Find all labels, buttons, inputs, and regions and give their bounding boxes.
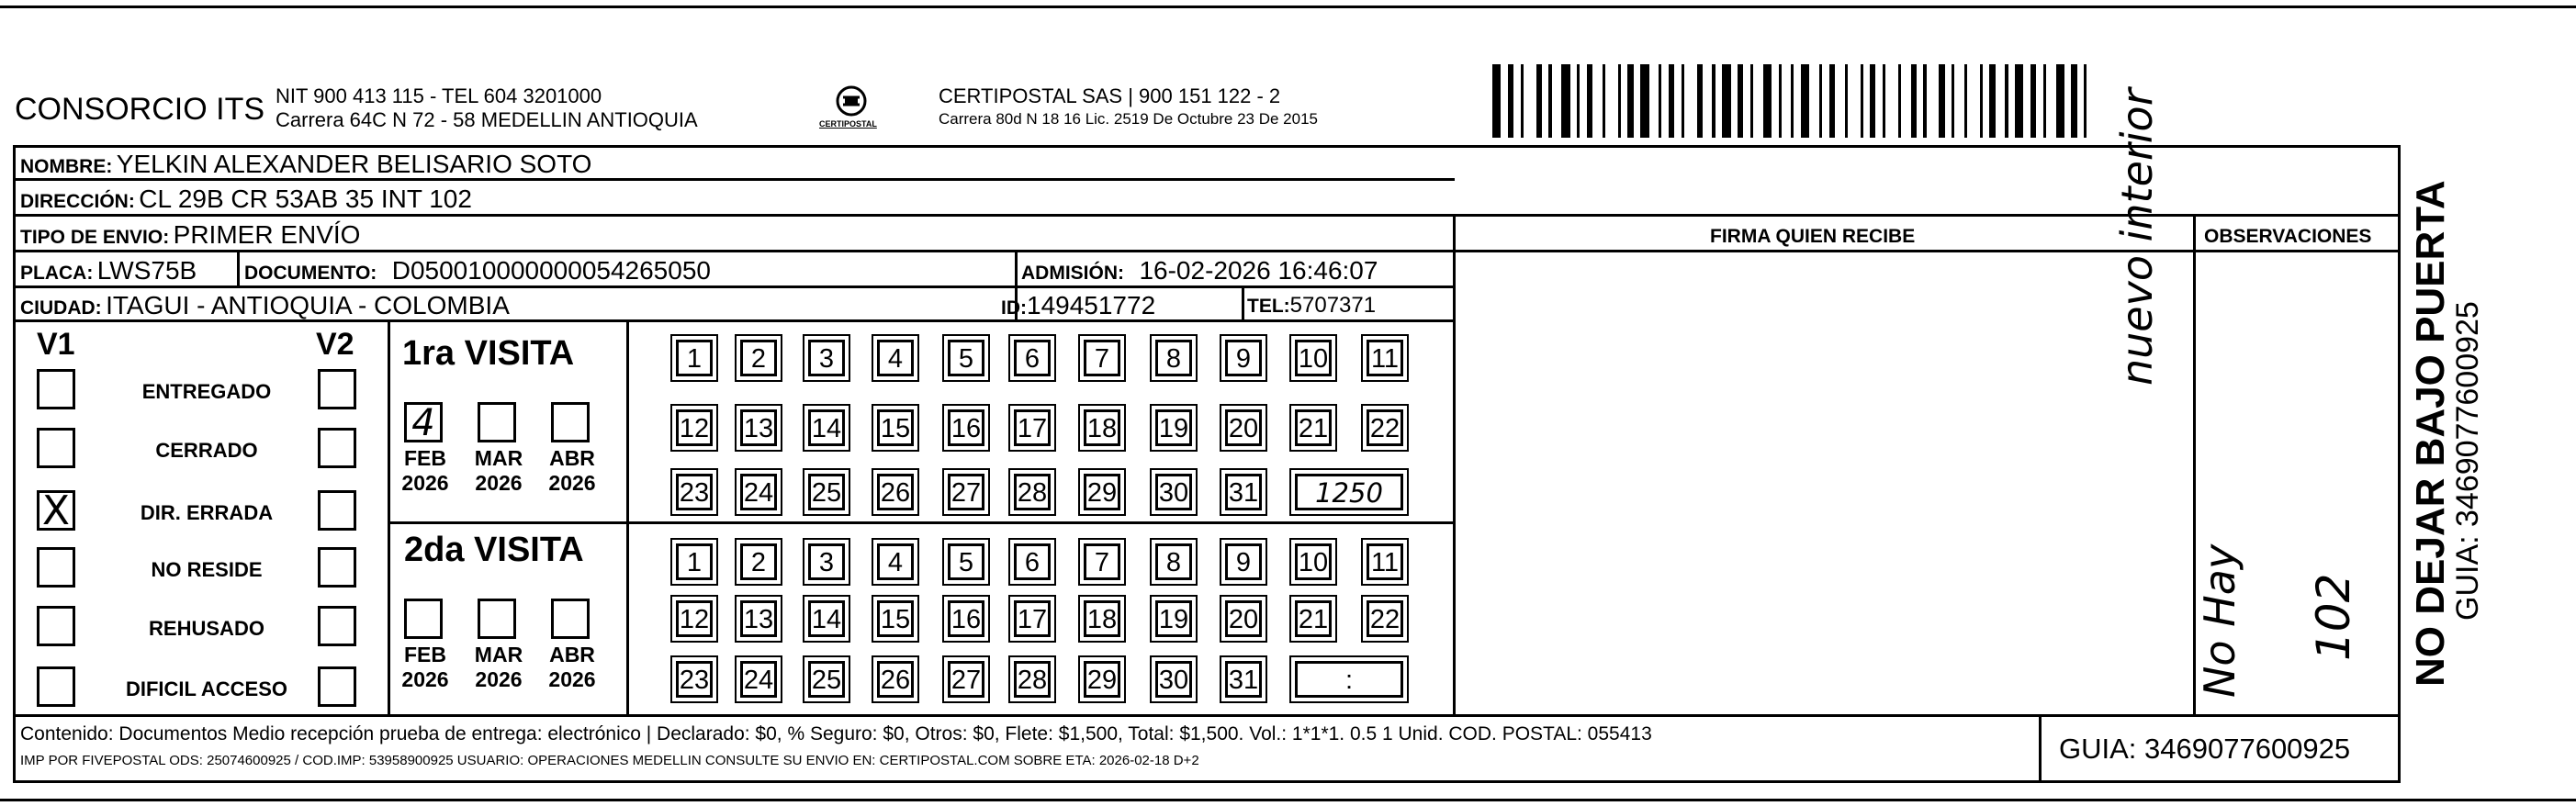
barcode-bar xyxy=(1903,64,1908,138)
barcode-bar xyxy=(1521,64,1524,138)
day-box[interactable]: 19 xyxy=(1155,409,1192,446)
day-box[interactable]: 7 xyxy=(1084,543,1120,580)
day-box[interactable]: 6 xyxy=(1014,543,1051,580)
barcode-bar xyxy=(2030,64,2036,138)
documento-value: D050010000000054265050 xyxy=(391,256,711,285)
v1-checkbox[interactable] xyxy=(37,547,75,588)
second-visit-title: 2da VISITA xyxy=(404,531,584,569)
barcode-bar xyxy=(1952,64,1954,138)
time-box[interactable]: : xyxy=(1295,661,1403,698)
tipo-row: TIPO DE ENVIO: PRIMER ENVÍO xyxy=(20,220,361,249)
month-checkbox[interactable]: 4 xyxy=(404,402,443,442)
first-visit-title: 1ra VISITA xyxy=(402,334,575,373)
v1-checkbox[interactable] xyxy=(37,369,75,409)
day-box[interactable]: 24 xyxy=(740,474,777,510)
day-box[interactable]: 23 xyxy=(676,474,713,510)
day-box[interactable]: 3 xyxy=(808,543,845,580)
barcode-bar xyxy=(1676,64,1679,138)
barcode-bar xyxy=(2038,64,2041,138)
footer-contenido: Contenido: Documentos Medio recepción prueba de entrega: electrónico | Declarado: $0, % Seguro: $0, Otros: $0, Flete: $1,500, Total: $1,500. Vol.: 1*1*1. 0.5 1 Unid. COD. POSTAL: 055413 xyxy=(20,723,1652,744)
barcode-bar xyxy=(1947,64,1950,138)
day-box[interactable]: 17 xyxy=(1014,409,1051,446)
v2-checkbox[interactable] xyxy=(318,606,356,646)
barcode-bar xyxy=(1883,64,1885,138)
barcode-bar xyxy=(2048,64,2053,138)
v2-checkbox[interactable] xyxy=(318,428,356,468)
month-label: FEB 2026 xyxy=(401,446,449,495)
day-box[interactable]: 26 xyxy=(877,474,914,510)
barcode-bar xyxy=(1829,64,1835,138)
barcode-bar xyxy=(1682,64,1684,138)
day-box[interactable]: 20 xyxy=(1225,600,1262,637)
day-box[interactable]: 11 xyxy=(1367,543,1403,580)
barcode-bar xyxy=(1659,64,1661,138)
barcode-bar xyxy=(2043,64,2046,138)
barcode-bar xyxy=(1898,64,1901,138)
barcode-bar xyxy=(1989,64,1995,138)
obs-handwriting-2: No Hay xyxy=(2195,543,2244,698)
day-box[interactable]: 12 xyxy=(676,600,713,637)
barcode-bar xyxy=(1594,64,1600,138)
barcode-bar xyxy=(2026,64,2029,138)
day-box[interactable]: 14 xyxy=(808,600,845,637)
tipo-value: PRIMER ENVÍO xyxy=(173,220,361,249)
day-box[interactable]: 9 xyxy=(1225,340,1262,376)
day-box[interactable]: 8 xyxy=(1155,340,1192,376)
barcode-bar xyxy=(1783,64,1789,138)
day-box[interactable]: 27 xyxy=(948,661,984,698)
barcode-bar xyxy=(1861,64,1863,138)
day-box[interactable]: 25 xyxy=(808,474,845,510)
day-box[interactable]: 5 xyxy=(948,340,984,376)
day-box[interactable]: 6 xyxy=(1014,340,1051,376)
barcode-bar xyxy=(1985,64,1987,138)
barcode-bar xyxy=(1796,64,1799,138)
barcode-bar xyxy=(1581,64,1584,138)
barcode-bar xyxy=(1939,64,1944,138)
day-box[interactable]: 4 xyxy=(877,543,914,580)
obs-handwriting: nuevo interior xyxy=(2112,88,2162,386)
v2-checkbox[interactable] xyxy=(318,369,356,409)
day-box[interactable]: 21 xyxy=(1295,409,1332,446)
v1-header: V1 xyxy=(37,327,75,362)
barcode-bar xyxy=(1773,64,1776,138)
form-table xyxy=(13,145,2401,783)
barcode-bar xyxy=(1964,64,1967,138)
barcode-bar xyxy=(2079,64,2082,138)
barcode-bar xyxy=(1755,64,1760,138)
barcode-bar xyxy=(1548,64,1551,138)
month-checkbox[interactable] xyxy=(551,402,590,442)
day-box[interactable]: 14 xyxy=(808,409,845,446)
month-label: MAR 2026 xyxy=(474,446,523,495)
barcode-bar xyxy=(1525,64,1534,138)
nit-line: NIT 900 413 115 - TEL 604 3201000 xyxy=(276,84,602,107)
status-label: REHUSADO xyxy=(149,617,264,640)
day-box[interactable]: 25 xyxy=(808,661,845,698)
day-box[interactable]: 17 xyxy=(1014,600,1051,637)
month-checkbox[interactable] xyxy=(404,599,443,639)
day-box[interactable]: 31 xyxy=(1225,474,1262,510)
day-box[interactable]: 3 xyxy=(808,340,845,376)
barcode-bar xyxy=(1819,64,1822,138)
ciudad-value: ITAGUI - ANTIOQUIA - COLOMBIA xyxy=(106,291,510,319)
barcode-bar xyxy=(1623,64,1625,138)
barcode-bar xyxy=(1845,64,1848,138)
barcode-bar xyxy=(1561,64,1569,138)
day-box[interactable]: 10 xyxy=(1295,543,1332,580)
day-box[interactable]: 22 xyxy=(1367,409,1403,446)
v2-checkbox[interactable] xyxy=(318,666,356,707)
side-guia: GUIA: 3469077600925 xyxy=(2450,301,2485,621)
barcode-bar xyxy=(1870,64,1875,138)
barcode-bar xyxy=(1865,64,1868,138)
certipostal-logo: CERTIPOSTAL xyxy=(810,84,893,138)
barcode-bar xyxy=(1878,64,1881,138)
day-box[interactable]: 29 xyxy=(1084,474,1120,510)
barcode-bar xyxy=(1712,64,1715,138)
v2-checkbox[interactable] xyxy=(318,547,356,588)
barcode-bar xyxy=(1607,64,1615,138)
day-box[interactable]: 2 xyxy=(740,543,777,580)
day-box[interactable]: 30 xyxy=(1155,661,1192,698)
month-label: ABR 2026 xyxy=(548,446,596,495)
day-box[interactable]: 13 xyxy=(740,409,777,446)
direccion-value: CL 29B CR 53AB 35 INT 102 xyxy=(139,185,472,213)
barcode-bar xyxy=(1669,64,1674,138)
month-checkbox[interactable] xyxy=(478,599,516,639)
obs-handwriting-3: 102 xyxy=(2307,573,2360,661)
barcode-bar xyxy=(1997,64,2003,138)
placa-value: LWS75B xyxy=(96,256,197,285)
day-box[interactable]: 31 xyxy=(1225,661,1262,698)
nombre-value: YELKIN ALEXANDER BELISARIO SOTO xyxy=(116,150,592,178)
barcode-bar xyxy=(1801,64,1809,138)
status-label: NO RESIDE xyxy=(151,558,263,581)
admision-row: ADMISIÓN: 16-02-2026 16:46:07 xyxy=(1021,256,1378,285)
v1-checkbox[interactable] xyxy=(37,606,75,646)
day-box[interactable]: 1 xyxy=(676,340,713,376)
barcode-bar xyxy=(2010,64,2013,138)
day-box[interactable]: 2 xyxy=(740,340,777,376)
tel-row: TEL:5707371 xyxy=(1247,293,1377,318)
month-checkbox[interactable] xyxy=(551,599,590,639)
status-label: CERRADO xyxy=(155,439,258,462)
time-box[interactable]: 1250 xyxy=(1295,474,1403,510)
day-box[interactable]: 5 xyxy=(948,543,984,580)
barcode-bar xyxy=(1791,64,1794,138)
observaciones-header: OBSERVACIONES xyxy=(2204,226,2372,247)
side-warning: NO DEJAR BAJO PUERTA xyxy=(2408,180,2453,687)
day-box[interactable]: 10 xyxy=(1295,340,1332,376)
barcode-bar xyxy=(1554,64,1559,138)
day-box[interactable]: 30 xyxy=(1155,474,1192,510)
barcode-bar xyxy=(2015,64,2023,138)
barcode-bar xyxy=(1508,64,1513,138)
admision-value: 16-02-2026 16:46:07 xyxy=(1139,256,1378,285)
day-box[interactable]: 16 xyxy=(948,409,984,446)
barcode-bar xyxy=(1980,64,1983,138)
day-box[interactable]: 12 xyxy=(676,409,713,446)
barcode-bar xyxy=(1492,64,1501,138)
barcode-bar xyxy=(1837,64,1842,138)
barcode-bar xyxy=(1536,64,1542,138)
barcode-bar xyxy=(2089,64,2098,138)
barcode-bar xyxy=(1704,64,1710,138)
barcode-bar xyxy=(1697,64,1703,138)
carrier-address: Carrera 80d N 18 16 Lic. 2519 De Octubre 23 De 2015 xyxy=(939,110,1318,128)
top-edge xyxy=(0,6,2576,8)
day-box[interactable]: 18 xyxy=(1084,600,1120,637)
day-box[interactable]: 16 xyxy=(948,600,984,637)
day-box[interactable]: 19 xyxy=(1155,600,1192,637)
barcode-bar xyxy=(1779,64,1782,138)
barcode-bar xyxy=(1651,64,1657,138)
barcode-bar xyxy=(1686,64,1694,138)
documento-row: DOCUMENTO: D050010000000054265050 xyxy=(244,256,711,285)
barcode-bar xyxy=(1956,64,1962,138)
day-box[interactable]: 18 xyxy=(1084,409,1120,446)
v2-checkbox[interactable] xyxy=(318,490,356,531)
barcode-bar xyxy=(1738,64,1743,138)
barcode-bar xyxy=(1572,64,1575,138)
barcode-bar xyxy=(1544,64,1547,138)
status-label: ENTREGADO xyxy=(141,380,272,403)
tel-value: 5707371 xyxy=(1289,293,1377,318)
barcode-bar xyxy=(1663,64,1666,138)
barcode-bar xyxy=(2071,64,2076,138)
day-box[interactable]: 15 xyxy=(877,600,914,637)
day-box[interactable]: 7 xyxy=(1084,340,1120,376)
direccion-row: DIRECCIÓN: CL 29B CR 53AB 35 INT 102 xyxy=(20,185,472,213)
barcode-bar xyxy=(1636,64,1638,138)
day-box[interactable]: 21 xyxy=(1295,600,1332,637)
footer-imp: IMP POR FIVEPOSTAL ODS: 25074600925 / COD.IMP: 53958900925 USUARIO: OPERACIONES MEDELLIN CONSULTE SU ENVIO EN: CERTIPOSTAL.COM SOBRE ETA: 2026-02-18 D+2 xyxy=(20,753,1199,768)
barcode-bar xyxy=(1503,64,1506,138)
barcode-bar xyxy=(1850,64,1858,138)
barcode-bar xyxy=(1929,64,1937,138)
firma-header: FIRMA QUIEN RECIBE xyxy=(1710,226,1916,247)
barcode-bar xyxy=(1763,64,1772,138)
day-box[interactable]: 4 xyxy=(877,340,914,376)
footer-guia: GUIA: 3469077600925 xyxy=(2059,733,2351,765)
placa-row: PLACA: LWS75B xyxy=(20,256,197,285)
day-box[interactable]: 27 xyxy=(948,474,984,510)
barcode-bar xyxy=(1640,64,1648,138)
barcode-bar xyxy=(1722,64,1730,138)
barcode-bar xyxy=(2084,64,2087,138)
carrier-line: CERTIPOSTAL SAS | 900 151 122 - 2 xyxy=(939,84,1281,107)
barcode-bar xyxy=(2005,64,2008,138)
company-name: CONSORCIO ITS xyxy=(15,92,265,127)
barcode-bar xyxy=(1824,64,1827,138)
address-line: Carrera 64C N 72 - 58 MEDELLIN ANTIOQUIA xyxy=(276,108,698,131)
day-box[interactable]: 20 xyxy=(1225,409,1262,446)
day-box[interactable]: 1 xyxy=(676,543,713,580)
month-label: ABR 2026 xyxy=(548,643,596,691)
day-box[interactable]: 22 xyxy=(1367,600,1403,637)
barcode-bar xyxy=(1812,64,1817,138)
barcode-bar xyxy=(1717,64,1720,138)
status-label: DIFICIL ACCESO xyxy=(125,677,287,700)
nombre-row: NOMBRE: YELKIN ALEXANDER BELISARIO SOTO xyxy=(20,150,592,178)
barcode-bar xyxy=(2056,64,2064,138)
day-box[interactable]: 29 xyxy=(1084,661,1120,698)
barcode-bar xyxy=(1577,64,1580,138)
status-label: DIR. ERRADA xyxy=(140,501,274,524)
day-box[interactable]: 28 xyxy=(1014,661,1051,698)
barcode-bar xyxy=(1603,64,1605,138)
id-value: 149451772 xyxy=(1027,291,1156,319)
v1-checkbox[interactable]: X xyxy=(37,490,75,531)
barcode-bar xyxy=(1750,64,1753,138)
month-checkbox[interactable] xyxy=(478,402,516,442)
day-box[interactable]: 23 xyxy=(676,661,713,698)
day-box[interactable]: 28 xyxy=(1014,474,1051,510)
day-box[interactable]: 11 xyxy=(1367,340,1403,376)
barcode-bar xyxy=(1745,64,1748,138)
day-box[interactable]: 26 xyxy=(877,661,914,698)
barcode-bar xyxy=(1923,64,1926,138)
barcode-bar xyxy=(1918,64,1921,138)
month-label: FEB 2026 xyxy=(401,643,449,691)
month-label: MAR 2026 xyxy=(474,643,523,691)
barcode-bar xyxy=(1911,64,1917,138)
id-row: ID:149451772 xyxy=(1001,291,1156,319)
barcode-bar xyxy=(1627,64,1633,138)
barcode-bar xyxy=(2066,64,2069,138)
barcode-bar xyxy=(1618,64,1621,138)
barcode-bar xyxy=(1515,64,1518,138)
barcode-bar xyxy=(1969,64,1977,138)
v1-checkbox[interactable] xyxy=(37,428,75,468)
v1-checkbox[interactable] xyxy=(37,666,75,707)
barcode-bar xyxy=(1887,64,1895,138)
v2-header: V2 xyxy=(316,327,354,362)
barcode-bar xyxy=(1733,64,1736,138)
day-box[interactable]: 9 xyxy=(1225,543,1262,580)
day-box[interactable]: 8 xyxy=(1155,543,1192,580)
day-box[interactable]: 13 xyxy=(740,600,777,637)
day-box[interactable]: 24 xyxy=(740,661,777,698)
barcode xyxy=(1492,64,2218,138)
day-box[interactable]: 15 xyxy=(877,409,914,446)
barcode-bar xyxy=(1587,64,1592,138)
ciudad-row: CIUDAD: ITAGUI - ANTIOQUIA - COLOMBIA xyxy=(20,291,510,319)
bottom-edge xyxy=(0,799,2576,801)
